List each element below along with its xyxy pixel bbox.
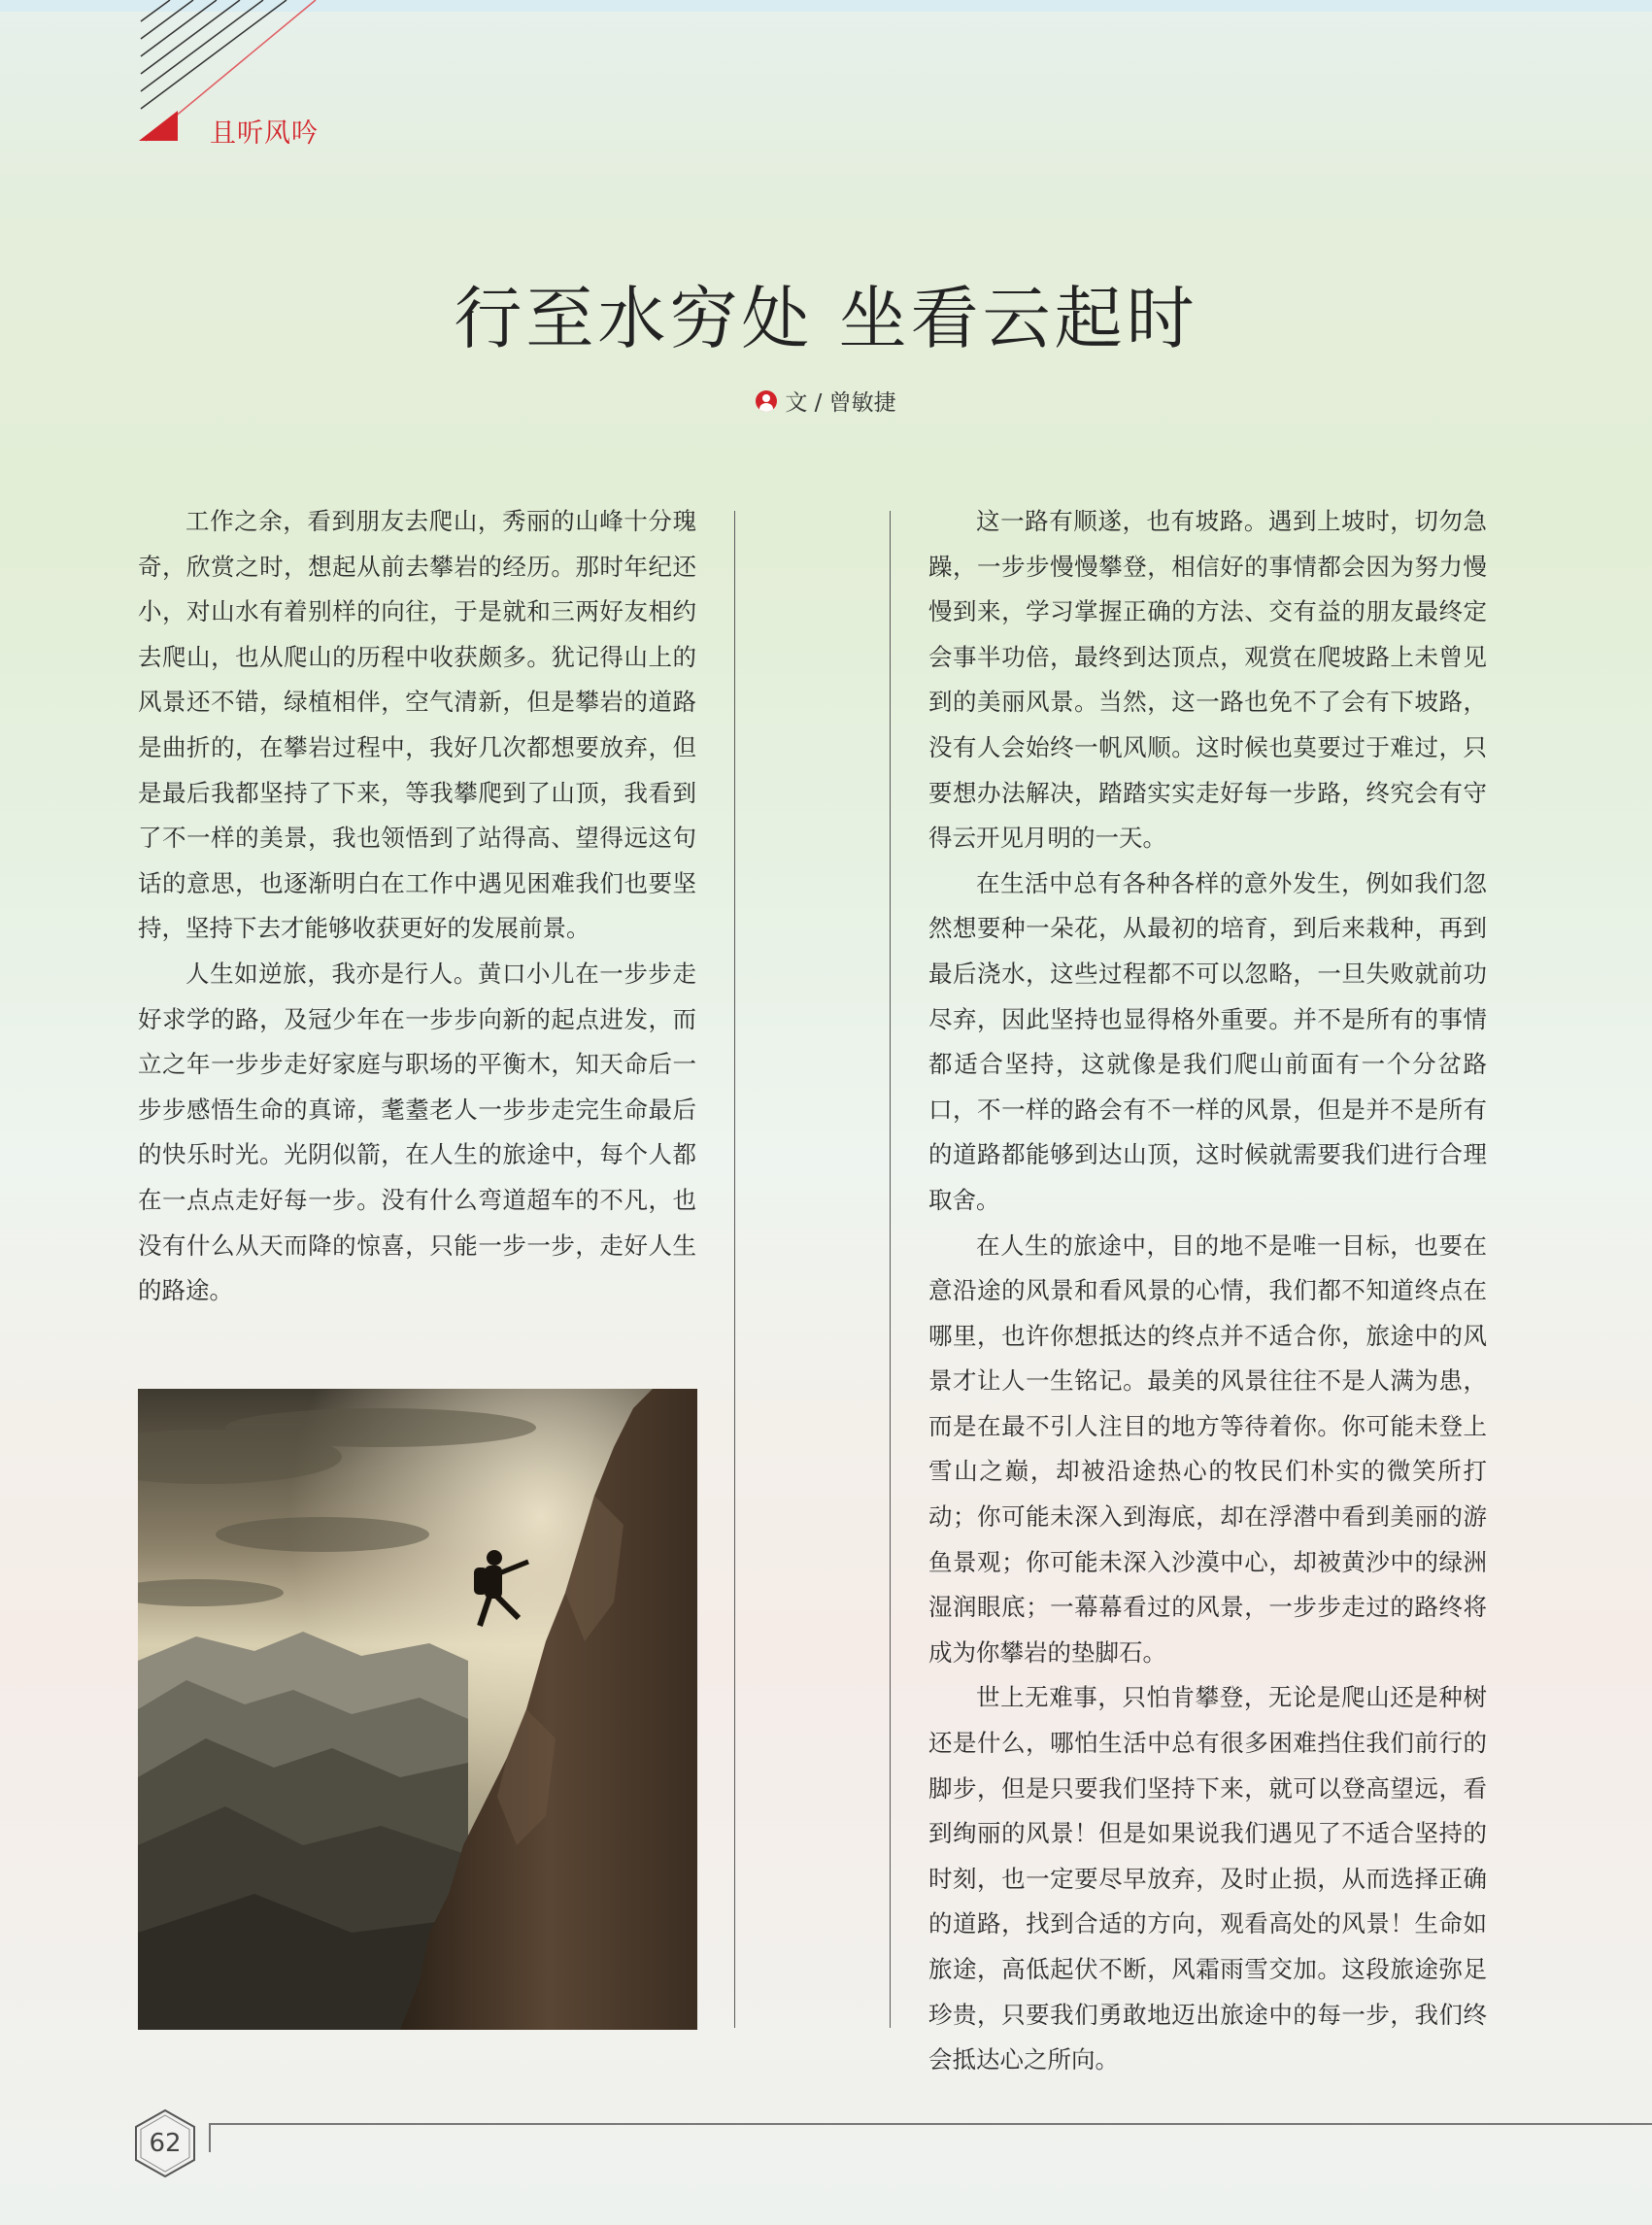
footer-rule-tick <box>209 2123 211 2152</box>
paragraph: 人生如逆旅，我亦是行人。黄口小儿在一步步走好求学的路，及冠少年在一步步向新的起点进发，而立之年一步步走好家庭与职场的平衡木，知天命后一步步感悟生命的真谛，耄耋老人一步步走完生命最后的快乐时光。光阴似箭，在人生的旅途中，每个人都在一点点走好每一步。没有什么弯道超车的不凡，也没有什么从天而降的惊喜，只能一步一步，走好人生的路途。 <box>138 959 696 1305</box>
paragraph: 这一路有顺遂，也有坡路。遇到上坡时，切勿急躁，一步步慢慢攀登，相信好的事情都会因为努力慢慢到来，学习掌握正确的方法、交有益的朋友最终定会事半功倍，最终到达顶点，观赏在爬坡路上未曾见到的美丽风景。当然，这一路也免不了会有下坡路，没有人会始终一帆风顺。这时候也莫要过于难过，只要想办法解决，踏踏实实走好每一步路，终究会有守得云开见月明的一天。 <box>928 507 1487 853</box>
column-divider <box>890 511 891 2028</box>
section-tag: 且听风吟 <box>210 118 319 149</box>
right-column <box>928 499 1487 2083</box>
paragraph: 在人生的旅途中，目的地不是唯一目标，也要在意沿途的风景和看风景的心情，我们都不知道终点在哪里，也许你想抵达的终点并不适合你，旅途中的风景才让人一生铭记。最美的风景往往不是人满为患，而是在最不引人注目的地方等待着你。你可能未登上雪山之巅，却被沿途热心的牧民们朴实的微笑所打动；你可能未深入到海底，却在浮潜中看到美丽的游鱼景观；你可能未深入沙漠中心，却被黄沙中的绿洲湿润眼底；一幕幕看过的风景，一步步走过的路终将成为你攀岩的垫脚石。 <box>928 1230 1487 1667</box>
page-number: 62 <box>149 2129 182 2158</box>
footer-rule <box>209 2123 1652 2125</box>
byline-text: 文 / 曾敏捷 <box>785 390 896 416</box>
page-title: 行至水穷处 坐看云起时 <box>454 279 1198 358</box>
byline <box>0 385 1652 417</box>
left-column <box>138 499 696 1314</box>
paragraph: 世上无难事，只怕肯攀登，无论是爬山还是种树还是什么，哪怕生活中总有很多困难挡住我们前行的脚步，但是只要我们坚持下来，就可以登高望远，看到绚丽的风景！但是如果说我们遇见了不适合坚持的时刻，也一定要尽早放弃，及时止损，从而选择正确的道路，找到合适的方向，观看高处的风景！生命如旅途，高低起伏不断，风霜雨雪交加。这段旅途弥足珍贵，只要我们勇敢地迈出旅途中的每一步，我们终会抵达心之所向。 <box>928 1683 1487 2074</box>
rock-climber-photo <box>138 1389 697 2030</box>
paragraph: 在生活中总有各种各样的意外发生，例如我们忽然想要种一朵花，从最初的培育，到后来栽种，再到最后浇水，这些过程都不可以忽略，一旦失败就前功尽弃，因此坚持也显得格外重要。并不是所有的事情都适合坚持，这就像是我们爬山前面有一个分岔路口，不一样的路会有不一样的风景，但是并不是所有的道路都能够到达山顶，这时候就需要我们进行合理取舍。 <box>928 868 1487 1214</box>
user-icon <box>756 390 777 412</box>
column-divider <box>734 511 735 2028</box>
paragraph: 工作之余，看到朋友去爬山，秀丽的山峰十分瑰奇，欣赏之时，想起从前去攀岩的经历。那时年纪还小，对山水有着别样的向往，于是就和三两好友相约去爬山，也从爬山的历程中收获颇多。犹记得山上的风景还不错，绿植相伴，空气清新，但是攀岩的道路是曲折的，在攀岩过程中，我好几次都想要放弃，但是最后我都坚持了下来，等我攀爬到了山顶，我看到了不一样的美景，我也领悟到了站得高、望得远这句话的意思，也逐渐明白在工作中遇见困难我们也要坚持，坚持下去才能够收获更好的发展前景。 <box>138 507 696 943</box>
